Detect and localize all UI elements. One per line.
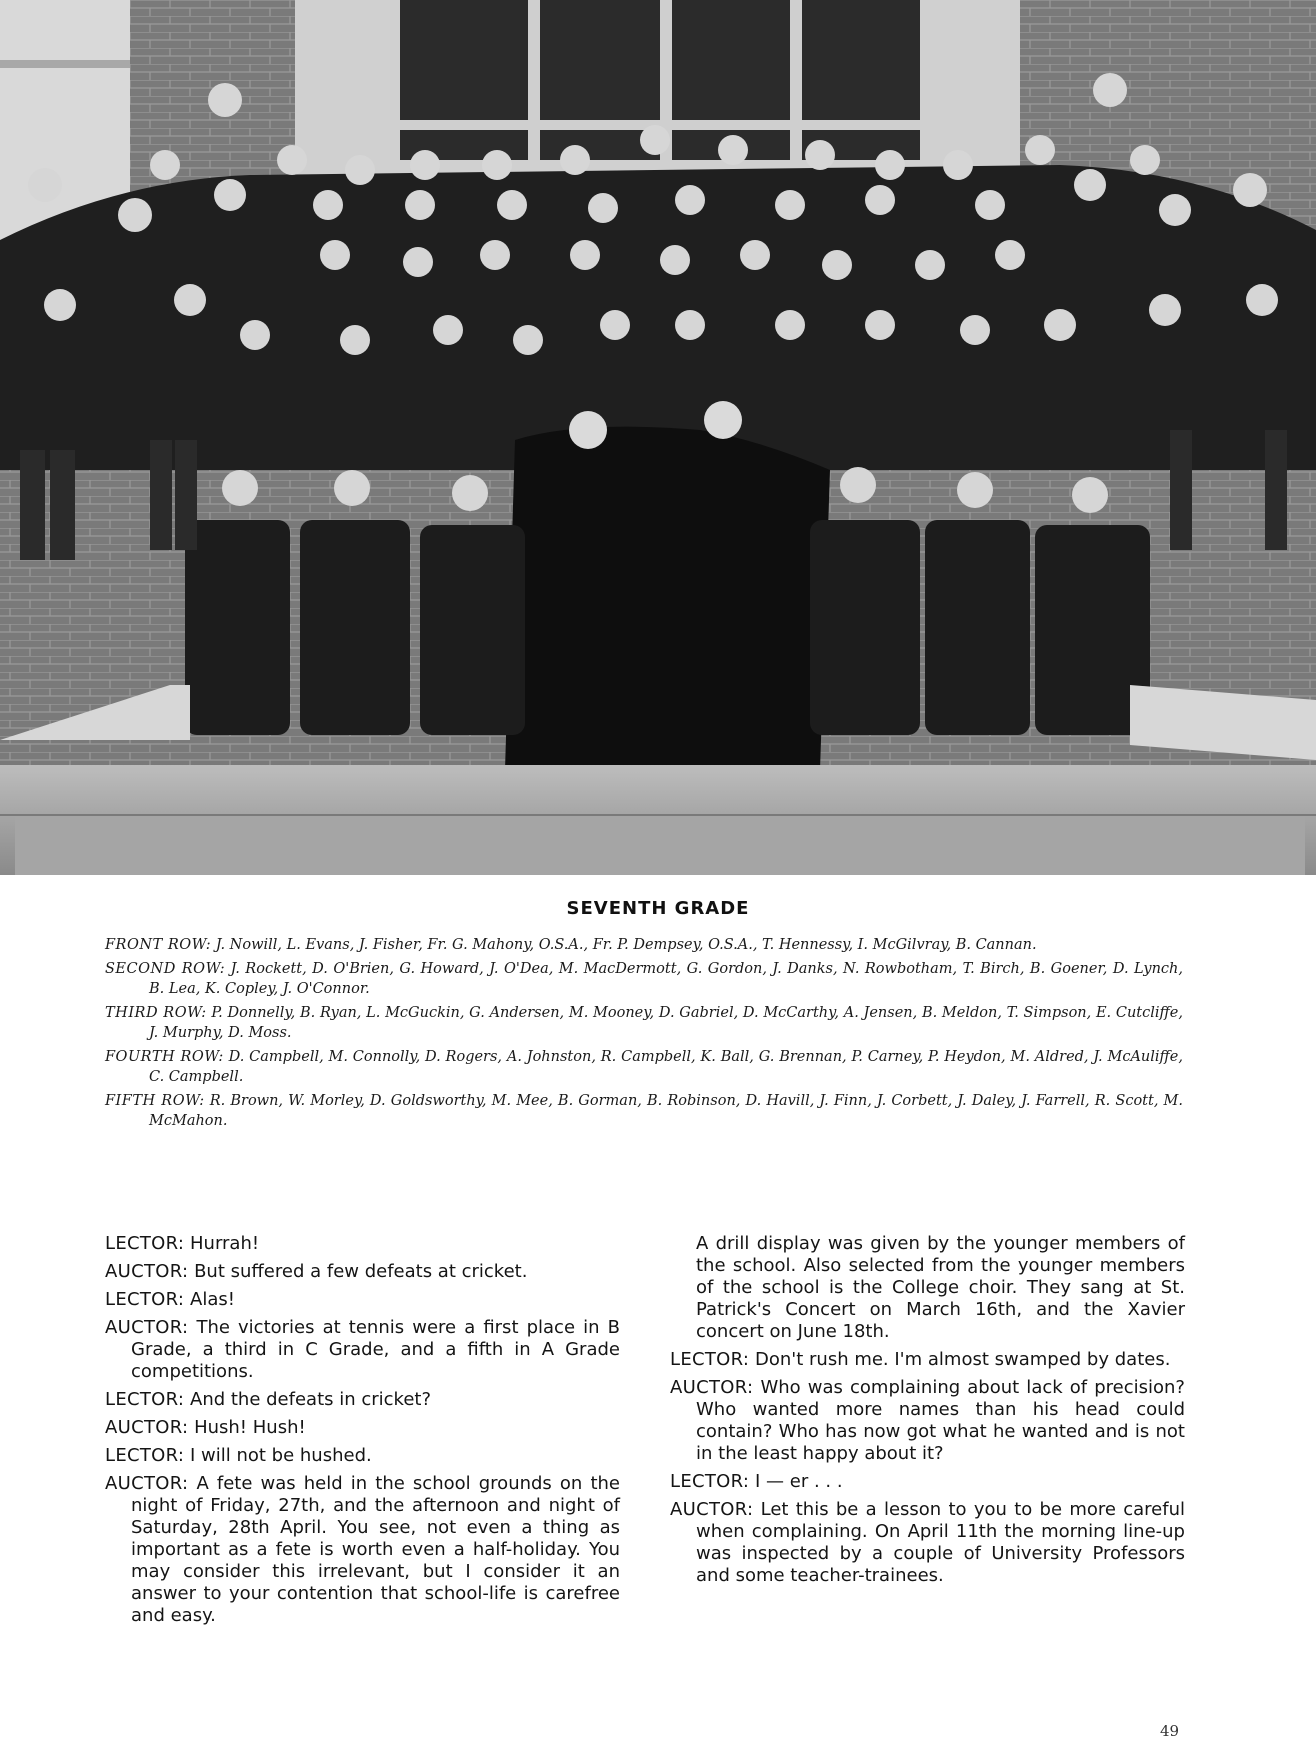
line-text: Alas!: [190, 1289, 235, 1310]
speaker: LECTOR:: [670, 1471, 750, 1492]
line-text: But suffered a few defeats at cricket.: [194, 1261, 528, 1282]
line-text: I — er . . .: [755, 1471, 843, 1492]
caption-rows: [105, 935, 1183, 1135]
speaker: AUCTOR:: [105, 1317, 189, 1338]
dialogue-right-column: [670, 1233, 1185, 1593]
dialogue-line: [670, 1471, 1185, 1493]
row-names: R. Brown, W. Morley, D. Goldsworthy, M. Mee, B. Gorman, B. Robinson, D. Havill, J. Finn, J. Corbett, J. Daley, J. Farrell, R. Scott, M. McMahon.: [149, 1092, 1183, 1129]
caption-row-third: [105, 1003, 1183, 1044]
dialogue-line: [105, 1417, 620, 1439]
caption-title: SEVENTH GRADE: [566, 898, 750, 919]
dialogue-line: [105, 1445, 620, 1467]
class-group-photo-icon: [0, 0, 1316, 875]
dialogue-line: [105, 1317, 620, 1383]
row-label: SECOND ROW:: [105, 960, 226, 977]
speaker: AUCTOR:: [105, 1261, 189, 1282]
line-text: Let this be a lesson to you to be more careful when complaining. On April 11th the morning line-up was inspected by a couple of University Professors and some teacher-trainees.: [696, 1499, 1185, 1586]
row-label: FIFTH ROW:: [105, 1092, 205, 1109]
dialogue-line: [105, 1233, 620, 1255]
speaker: LECTOR:: [105, 1233, 185, 1254]
row-label: FOURTH ROW:: [105, 1048, 224, 1065]
line-text: Hush! Hush!: [194, 1417, 306, 1438]
line-text: The victories at tennis were a first place in B Grade, a third in C Grade, and a fifth in A Grade competitions.: [131, 1317, 620, 1382]
dialogue-line: [670, 1377, 1185, 1465]
line-text: Hurrah!: [190, 1233, 260, 1254]
speaker: AUCTOR:: [670, 1377, 754, 1398]
dialogue-line: [105, 1289, 620, 1311]
dialogue-line: [670, 1349, 1185, 1371]
page-number: 49: [1160, 1722, 1180, 1740]
dialogue-line: [105, 1473, 620, 1627]
line-text: I will not be hushed.: [190, 1445, 372, 1466]
caption-row-fifth: [105, 1091, 1183, 1132]
speaker: AUCTOR:: [105, 1473, 189, 1494]
dialogue-line: [670, 1499, 1185, 1587]
row-names: J. Rockett, D. O'Brien, G. Howard, J. O'Dea, M. MacDermott, G. Gordon, J. Danks, N. Rowbotham, T. Birch, B. Goener, D. Lynch, B. Lea, K. Copley, J. O'Connor.: [149, 960, 1183, 997]
line-text: Who was complaining about lack of precision? Who wanted more names than his head could contain? Who has now got what he wanted and is not in the least happy about it?: [696, 1377, 1185, 1464]
row-names: D. Campbell, M. Connolly, D. Rogers, A. Johnston, R. Campbell, K. Ball, G. Brennan, P. Carney, P. Heydon, M. Aldred, J. McAuliffe, C. Campbell.: [149, 1048, 1183, 1085]
line-text: And the defeats in cricket?: [190, 1389, 432, 1410]
row-names: J. Nowill, L. Evans, J. Fisher, Fr. G. Mahony, O.S.A., Fr. P. Dempsey, O.S.A., T. Hennessy, I. McGilvray, B. Cannan.: [215, 937, 1037, 953]
speaker: LECTOR:: [670, 1349, 750, 1370]
row-label: THIRD ROW:: [105, 1004, 207, 1021]
speaker: AUCTOR:: [105, 1417, 189, 1438]
class-group-photo: [0, 0, 1316, 875]
dialogue-line: [105, 1261, 620, 1283]
caption-row-second: [105, 959, 1183, 1000]
caption-row-fourth: [105, 1047, 1183, 1088]
dialogue-continuation: A drill display was given by the younger members of the school. Also selected from the younger members of the school is the College choir. They sang at St. Patrick's Concert on March 16th, and the Xavier concert on June 18th.: [696, 1233, 1185, 1342]
dialogue-left-column: [105, 1233, 620, 1633]
speaker: LECTOR:: [105, 1289, 185, 1310]
row-names: P. Donnelly, B. Ryan, L. McGuckin, G. Andersen, M. Mooney, D. Gabriel, D. McCarthy, A. Jensen, B. Meldon, T. Simpson, E. Cutcliffe, J. Murphy, D. Moss.: [149, 1004, 1183, 1041]
speaker: LECTOR:: [105, 1445, 185, 1466]
speaker: AUCTOR:: [670, 1499, 754, 1520]
speaker: LECTOR:: [105, 1389, 185, 1410]
line-text: A fete was held in the school grounds on the night of Friday, 27th, and the afternoon and night of Saturday, 28th April. You see, not even a thing as important as a fete is worth even a half-holiday. You may consider this irrelevant, but I consider it an answer to your contention that school-life is carefree and easy.: [131, 1473, 620, 1626]
line-text: Don't rush me. I'm almost swamped by dates.: [755, 1349, 1171, 1370]
caption-row-front: [105, 935, 1183, 956]
dialogue-line: [105, 1389, 620, 1411]
row-label: FRONT ROW:: [105, 937, 212, 953]
